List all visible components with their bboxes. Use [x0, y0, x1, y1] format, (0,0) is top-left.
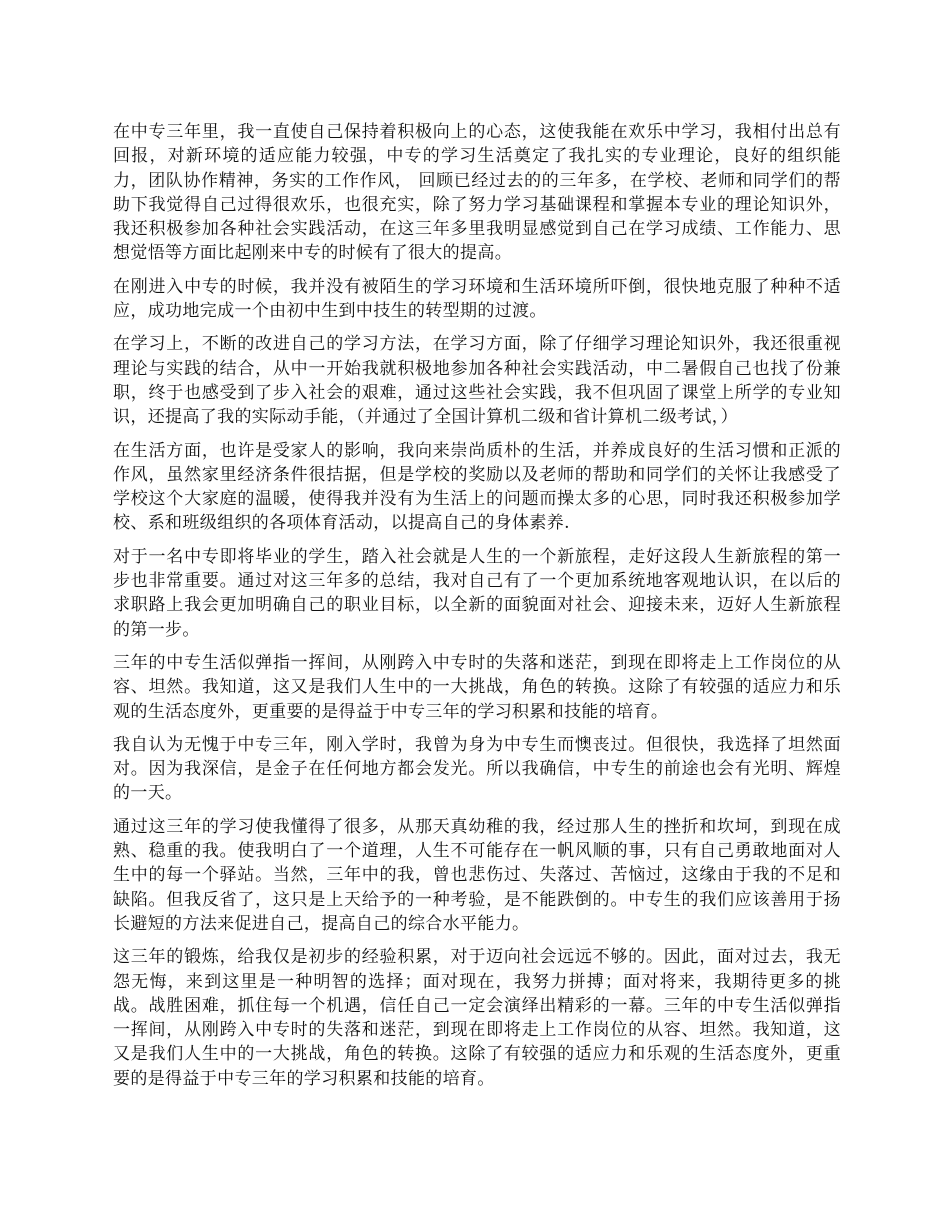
paragraph-4: 在生活方面，也许是受家人的影响，我向来崇尚质朴的生活，并养成良好的生活习惯和正派的作风，虽然家里经济条件很拮据，但是学校的奖励以及老师的帮助和同学们的关怀让我感受了学校这个大家庭的温暖，使得我并没有为生活上的问题而操太多的心思，同时我还积极参加学校、系和班级组织的各项体育活动，以提高自己的身体素养.	[113, 440, 841, 534]
paragraph-1: 在中专三年里，我一直使自己保持着积极向上的心态，这使我能在欢乐中学习，我相付出总有回报，对新环境的适应能力较强，中专的学习生活奠定了我扎实的专业理论，良好的组织能力，团队协作精神，务实的工作作风， 回顾已经过去的的三年多，在学校、老师和同学们的帮助下我觉得自己过得很欢乐，也很充实，除了努力学习基础课程和掌握本专业的理论知识外，我还积极参加各种社会实践活动，在这三年多里我明显感觉到自己在学习成绩、工作能力、思想觉悟等方面比起刚来中专的时候有了很大的提高。	[113, 122, 841, 264]
document-page	[113, 120, 841, 1100]
paragraph-8: 通过这三年的学习使我懂得了很多，从那天真幼稚的我，经过那人生的挫折和坎坷，到现在成熟、稳重的我。使我明白了一个道理，人生不可能存在一帆风顺的事，只有自己勇敢地面对人生中的每一个驿站。当然，三年中的我，曾也悲伤过、失落过、苦恼过，这缘由于我的不足和缺陷。但我反省了，这只是上天给予的一种考验，是不能跌倒的。中专生的我们应该善用于扬长避短的方法来促进自己，提高自己的综合水平能力。	[113, 816, 841, 934]
paragraph-6: 三年的中专生活似弹指一挥间，从刚跨入中专时的失落和迷茫，到现在即将走上工作岗位的从容、坦然。我知道，这又是我们人生中的一大挑战，角色的转换。这除了有较强的适应力和乐观的生活态度外，更重要的是得益于中专三年的学习积累和技能的培育。	[113, 652, 841, 722]
paragraph-5: 对于一名中专即将毕业的学生，踏入社会就是人生的一个新旅程，走好这段人生新旅程的第一步也非常重要。通过对这三年多的总结，我对自己有了一个更加系统地客观地认识，在以后的求职路上我会更加明确自己的职业目标，以全新的面貌面对社会、迎接未来，迈好人生新旅程的第一步。	[113, 546, 841, 640]
paragraph-7: 我自认为无愧于中专三年，刚入学时，我曾为身为中专生而懊丧过。但很快，我选择了坦然面对。因为我深信，是金子在任何地方都会发光。所以我确信，中专生的前途也会有光明、辉煌的一天。	[113, 734, 841, 804]
paragraph-9: 这三年的锻炼，给我仅是初步的经验积累，对于迈向社会远远不够的。因此，面对过去，我无怨无悔，来到这里是一种明智的选择；面对现在，我努力拼搏；面对将来，我期待更多的挑战。战胜困难，抓住每一个机遇，信任自己一定会演绎出精彩的一幕。三年的中专生活似弹指一挥间，从刚跨入中专时的失落和迷茫，到现在即将走上工作岗位的从容、坦然。我知道，这又是我们人生中的一大挑战，角色的转换。这除了有较强的适应力和乐观的生活态度外，更重要的是得益于中专三年的学习积累和技能的培育。	[113, 947, 841, 1089]
paragraph-2: 在刚进入中专的时候，我并没有被陌生的学习环境和生活环境所吓倒，很快地克服了种种不适应，成功地完成一个由初中生到中技生的转型期的过渡。	[113, 276, 841, 322]
paragraph-3: 在学习上，不断的改进自己的学习方法，在学习方面，除了仔细学习理论知识外，我还很重视理论与实践的结合，从中一开始我就积极地参加各种社会实践活动，中二暑假自己也找了份兼职，终于也感受到了步入社会的艰难，通过这些社会实践，我不但巩固了课堂上所学的专业知识，还提高了我的实际动手能，（并通过了全国计算机二级和省计算机二级考试，）	[113, 334, 841, 428]
